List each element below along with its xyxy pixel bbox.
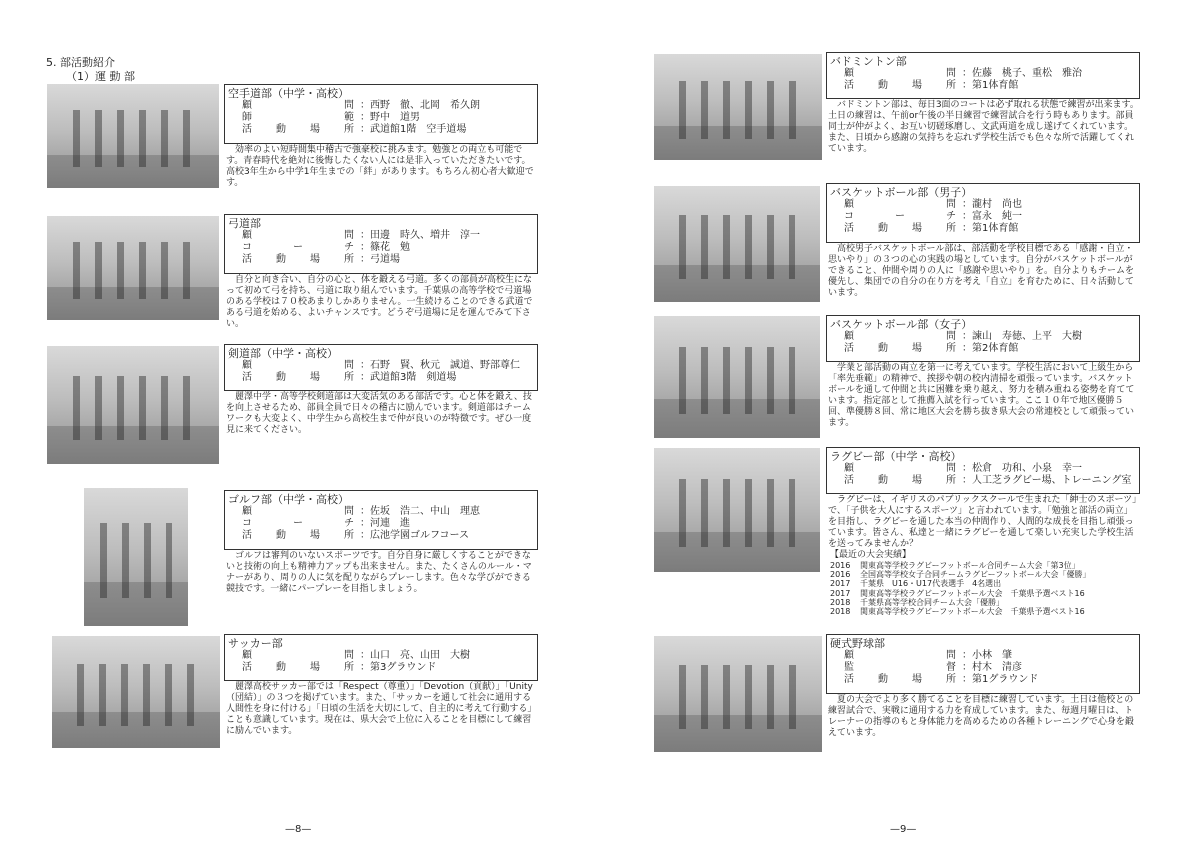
staff-row — [830, 80, 1134, 92]
role-char: 問 — [946, 463, 956, 474]
role-label — [844, 475, 956, 487]
role-char: 顧 — [242, 230, 252, 241]
club-description: 自分と向き合い、自分の心と、体を鍛える弓道。多くの部員が高校生になって初めて弓を持ち、弓道に取り組んでいます。千葉県の高等学校で弓道場のある学校は７０校あまりしかありません。一生続けることのできる武道である弓道を始める、よいチャンスです。どうぞ弓道場に足を運んでみて下さい。 — [226, 275, 533, 329]
record-text: 千葉県 U16・U17代表選手 4名選出 — [860, 579, 1002, 589]
golf-info-box — [224, 490, 538, 550]
staff-names: ：石野 賢、秋元 誠道、野部尊仁 — [360, 360, 520, 371]
staff-names: ：佐坂 浩二、中山 理恵 — [360, 506, 480, 517]
record-text: 関東高等学校ラグビーフットボール合同チーム大会「第3位」 — [860, 561, 1080, 570]
club-description: ゴルフは審判のいないスポーツです。自分自身に厳しくすることができないと技術の向上も精神力アップも出来ません。また、たくさんのルール・マナーがあり、周りの人に気を配りながらプレーします。色々な学びができる競技です。一緒にパープレーを目指しましょう。 — [226, 551, 532, 594]
role-char: 督 — [946, 662, 956, 673]
club-name: 剣道部（中学・高校） — [228, 347, 338, 360]
role-char: チ — [344, 518, 354, 529]
staff-row — [830, 68, 1134, 80]
role-char: 動 — [878, 343, 888, 354]
role-char: 所 — [344, 662, 354, 673]
role-char: 場 — [310, 254, 320, 265]
staff-row — [228, 100, 532, 112]
club-name: 硬式野球部 — [830, 637, 885, 650]
record-text: 全国高等学校女子合同チームラグビーフットボール大会「優勝」 — [860, 570, 1091, 580]
staff-row — [830, 662, 1134, 674]
role-char: 所 — [344, 124, 354, 135]
staff-names: ：西野 徹、北岡 希久朗 — [360, 100, 480, 111]
basketball-girls-photo — [654, 316, 820, 438]
club-name: バドミントン部 — [830, 55, 907, 68]
staff-row — [830, 331, 1134, 343]
role-char: 活 — [844, 674, 854, 685]
golf-photo — [84, 488, 188, 626]
staff-row — [228, 662, 532, 674]
staff-row — [228, 112, 532, 124]
role-char: 顧 — [844, 68, 854, 79]
staff-row — [228, 530, 532, 542]
record-row — [830, 607, 1142, 616]
role-char: 動 — [276, 662, 286, 673]
club-description: 夏の大会でより多く勝てることを目標に練習しています。土日は他校との練習試合で、実戦に通用する力を育成しています。また、毎週月曜日は、トレーナーの指導のもと身体能力を高めるための各種トレーニングで心身を鍛えています。 — [828, 695, 1134, 738]
role-char: 顧 — [844, 331, 854, 342]
role-char: 所 — [344, 530, 354, 541]
staff-row — [228, 506, 532, 518]
club-description: バドミントン部は、毎日3面のコートは必ず取れる状態で練習が出来ます。土日の練習は、午前or午後の半日練習で練習試合を行う時もあります。部員同士が仲がよく、お互い切磋琢磨し、文武両道を成し遂げてくれています。また、日頃から感謝の気持ちを忘れず学校生活でも色々な所で活躍してくれています。 — [828, 100, 1139, 154]
staff-row — [830, 650, 1134, 662]
badminton-photo — [654, 54, 822, 160]
role-char: 動 — [276, 254, 286, 265]
karate-info-box — [224, 84, 538, 144]
role-char: コ — [242, 242, 252, 253]
role-char: 場 — [912, 674, 922, 685]
record-row — [830, 598, 1142, 607]
staff-names: ：人工芝ラグビー場、トレーニング室 — [962, 475, 1132, 486]
rugby-info-box — [826, 447, 1140, 494]
role-char: 所 — [946, 343, 956, 354]
staff-row — [228, 230, 532, 242]
page-number: —9— — [890, 824, 917, 835]
record-row — [830, 579, 1142, 588]
record-year: 2017 — [830, 579, 851, 589]
role-char: ー — [293, 518, 303, 529]
role-label — [242, 254, 354, 266]
role-char: チ — [344, 242, 354, 253]
role-char: 問 — [946, 68, 956, 79]
staff-names: ：第3グラウンド — [360, 662, 437, 673]
staff-row — [830, 223, 1134, 235]
role-char: 場 — [912, 223, 922, 234]
role-char: 問 — [344, 650, 354, 661]
role-char: 顧 — [242, 650, 252, 661]
subsection-title: （1）運 動 部 — [66, 70, 135, 83]
club-name: バスケットボール部（男子） — [830, 186, 973, 199]
section-title: 5. 部活動紹介 — [46, 56, 115, 69]
kendo-photo — [47, 346, 219, 464]
staff-names: ：富永 純一 — [962, 211, 1022, 222]
club-description: 麗澤高校サッカー部では「Respect（尊重）」「Devotion（貢献）」「Unity（団結）」の３つを掲げています。また、「サッカーを通して社会に通用する人間性を身に付ける」「日頃の生活を大切にして、自主的に考えて行動する」ことも意識しています。現在は、県大会で上位に入ることを目標にして練習に励んでいます。 — [226, 682, 537, 736]
kyudo-info-box — [224, 214, 538, 274]
role-char: 問 — [344, 230, 354, 241]
karate-photo — [47, 84, 219, 188]
staff-names: ：松倉 功和、小泉 幸一 — [962, 463, 1082, 474]
record-text: 関東高等学校ラグビーフットボール大会 千葉県予選ベスト16 — [860, 607, 1085, 617]
staff-row — [228, 254, 532, 266]
role-char: 場 — [310, 662, 320, 673]
role-char: 場 — [912, 80, 922, 91]
role-char: 問 — [946, 331, 956, 342]
staff-names: ：瀧村 尚也 — [962, 199, 1022, 210]
staff-names: ：弓道場 — [360, 254, 400, 265]
role-char: 場 — [310, 124, 320, 135]
role-label — [844, 674, 956, 686]
record-year: 2016 — [830, 561, 851, 570]
role-label — [844, 343, 956, 355]
role-label — [242, 372, 354, 384]
role-label — [242, 650, 354, 662]
role-label — [242, 230, 354, 242]
role-char: 動 — [878, 674, 888, 685]
role-label — [844, 650, 956, 662]
role-char: 所 — [946, 223, 956, 234]
role-char: 活 — [242, 124, 252, 135]
club-description: 麗澤中学・高等学校剣道部は大変活気のある部活です。心と体を鍛え、技を向上させるため、部員全員で日々の稽古に励んでいます。剣道部はチームワークも大変よく、中学生から高校生まで仲が良いのが特徴です。ぜひ一度見に来てください。 — [226, 392, 532, 435]
role-label — [242, 360, 354, 372]
role-char: 場 — [310, 372, 320, 383]
club-description: ラグビーは、イギリスのパブリックスクールで生まれた「紳士のスポーツ」で、「子供を大人にするスポーツ」と言われています。「勉強と部活の両立」を目指し、ラグビーを通した本当の仲間作り、人間的な成長を目指し頑張っています。皆さん、私達と一緒にラグビーを通して楽しい充実した学校生活を送ってみませんか？ — [828, 495, 1137, 549]
role-char: 範 — [344, 112, 354, 123]
role-char: 顧 — [844, 463, 854, 474]
role-char: 顧 — [242, 100, 252, 111]
soccer-photo — [52, 636, 220, 748]
record-row — [830, 561, 1142, 570]
club-name: サッカー部 — [228, 637, 283, 650]
staff-row — [228, 124, 532, 136]
baseball-photo — [654, 636, 822, 752]
staff-names: ：諫山 寿徳、上平 大樹 — [962, 331, 1082, 342]
role-char: 問 — [946, 199, 956, 210]
role-char: 動 — [276, 372, 286, 383]
staff-row — [228, 372, 532, 384]
soccer-info-box — [224, 634, 538, 681]
role-label — [242, 124, 354, 136]
role-char: ー — [293, 242, 303, 253]
staff-names: ：広池学園ゴルフコース — [360, 530, 469, 541]
role-char: チ — [946, 211, 956, 222]
staff-names: ：篠花 勉 — [360, 242, 410, 253]
club-name: ゴルフ部（中学・高校） — [228, 493, 349, 506]
staff-names: ：武道館3階 剣道場 — [360, 372, 457, 383]
club-name: バスケットボール部（女子） — [830, 318, 973, 331]
rugby-records — [830, 550, 1142, 616]
role-char: 問 — [344, 100, 354, 111]
basketball-boys-photo — [654, 186, 820, 302]
role-char: 監 — [844, 662, 854, 673]
staff-names: ：第2体育館 — [962, 343, 1019, 354]
role-char: 顧 — [242, 360, 252, 371]
role-char: 活 — [242, 372, 252, 383]
role-char: 活 — [242, 662, 252, 673]
club-description: 高校男子バスケットボール部は、部活動を学校目標である「感謝・自立・思いやり」の３つの心の実践の場としています。自分がバスケットボールができること、仲間や周りの人に「感謝や思いやり」を。自分よりもチームを優先し、集団での自分の在り方を考え「自立」を育むために、日々活動しています。 — [828, 244, 1135, 298]
role-label — [242, 662, 354, 674]
club-name: ラグビー部（中学・高校） — [830, 450, 962, 463]
staff-names: ：河連 進 — [360, 518, 410, 529]
staff-row — [228, 242, 532, 254]
role-label — [844, 68, 956, 80]
role-char: 動 — [276, 124, 286, 135]
rugby-photo — [654, 448, 820, 572]
role-char: 活 — [242, 254, 252, 265]
role-label — [844, 223, 956, 235]
role-char: 顧 — [844, 650, 854, 661]
role-label — [242, 518, 354, 530]
staff-names: ：第1体育館 — [962, 80, 1019, 91]
basketball-boys-info-box — [826, 183, 1140, 243]
record-text: 関東高等学校ラグビーフットボール大会 千葉県予選ベスト16 — [860, 588, 1085, 598]
role-char: 動 — [276, 530, 286, 541]
role-char: 活 — [844, 80, 854, 91]
role-label — [844, 662, 956, 674]
staff-names: ：山口 亮、山田 大樹 — [360, 650, 470, 661]
kyudo-photo — [47, 216, 219, 320]
staff-row — [228, 650, 532, 662]
right-page — [600, 0, 1200, 849]
role-char: ー — [895, 211, 905, 222]
role-char: 所 — [344, 372, 354, 383]
staff-names: ：村木 清彦 — [962, 662, 1022, 673]
role-char: 動 — [878, 80, 888, 91]
role-char: 動 — [878, 475, 888, 486]
role-char: 場 — [310, 530, 320, 541]
record-text: 千葉県高等学校合同チーム大会「優勝」 — [860, 597, 1004, 607]
role-char: コ — [242, 518, 252, 529]
role-char: 顧 — [242, 506, 252, 517]
club-name: 弓道部 — [228, 217, 261, 230]
role-char: 問 — [344, 506, 354, 517]
record-row — [830, 589, 1142, 598]
staff-names: ：野中 道男 — [360, 112, 420, 123]
basketball-girls-info-box — [826, 315, 1140, 362]
role-label — [844, 331, 956, 343]
role-label — [844, 80, 956, 92]
role-char: コ — [844, 211, 854, 222]
record-year: 2018 — [830, 607, 851, 617]
role-char: 場 — [912, 475, 922, 486]
staff-row — [830, 475, 1134, 487]
role-char: 所 — [946, 475, 956, 486]
records-title: 【最近の大会実績】 — [830, 550, 912, 560]
role-char: 活 — [844, 475, 854, 486]
role-label — [242, 242, 354, 254]
staff-row — [830, 343, 1134, 355]
staff-row — [228, 518, 532, 530]
club-description: 効率のよい短時間集中稽古で強豪校に挑みます。勉強との両立も可能です。青春時代を絶対に後悔したくない人には是非入っていただきたいです。高校3年生から中学1年生までの「絆」があります。もちろん初心者大歓迎です。 — [226, 145, 534, 188]
role-char: 問 — [946, 650, 956, 661]
club-description: 学業と部活動の両立を第一に考えています。学校生活において上級生から「率先垂範」の精神で、挨拶や朝の校内清掃を頑張っています。バスケットボールを通して仲間と共に困難を乗り越え、努力を積み重ねる姿勢を育てています。指定部として推薦入試を行っています。ここ１０年で地区優勝５回、準優勝８回、常に地区大会を勝ち抜き県大会の常連校として頑張っています。 — [828, 363, 1135, 428]
role-char: 顧 — [844, 199, 854, 210]
badminton-info-box — [826, 52, 1140, 99]
role-char: 活 — [844, 343, 854, 354]
role-char: 所 — [344, 254, 354, 265]
staff-names: ：武道館1階 空手道場 — [360, 124, 467, 135]
record-year: 2018 — [830, 597, 851, 607]
role-label — [242, 100, 354, 112]
role-label — [242, 506, 354, 518]
staff-row — [830, 199, 1134, 211]
role-char: 師 — [242, 112, 252, 123]
role-char: 場 — [912, 343, 922, 354]
role-label — [844, 463, 956, 475]
page-number: —8— — [285, 824, 312, 835]
record-year: 2017 — [830, 588, 851, 598]
staff-names: ：第1グラウンド — [962, 674, 1039, 685]
role-char: 問 — [344, 360, 354, 371]
staff-names: ：第1体育館 — [962, 223, 1019, 234]
staff-row — [830, 463, 1134, 475]
role-char: 動 — [878, 223, 888, 234]
role-label — [242, 530, 354, 542]
role-label — [844, 211, 956, 223]
kendo-info-box — [224, 344, 538, 391]
role-char: 活 — [242, 530, 252, 541]
record-year: 2016 — [830, 570, 851, 580]
staff-names: ：小林 肇 — [962, 650, 1012, 661]
role-char: 活 — [844, 223, 854, 234]
role-char: 所 — [946, 674, 956, 685]
role-char: 所 — [946, 80, 956, 91]
staff-names: ：佐藤 桃子、重松 雅治 — [962, 68, 1082, 79]
role-label — [844, 199, 956, 211]
staff-names: ：田邊 時久、増井 淳一 — [360, 230, 480, 241]
staff-row — [228, 360, 532, 372]
staff-row — [830, 674, 1134, 686]
club-name: 空手道部（中学・高校） — [228, 87, 349, 100]
role-label — [242, 112, 354, 124]
baseball-info-box — [826, 634, 1140, 694]
staff-row — [830, 211, 1134, 223]
